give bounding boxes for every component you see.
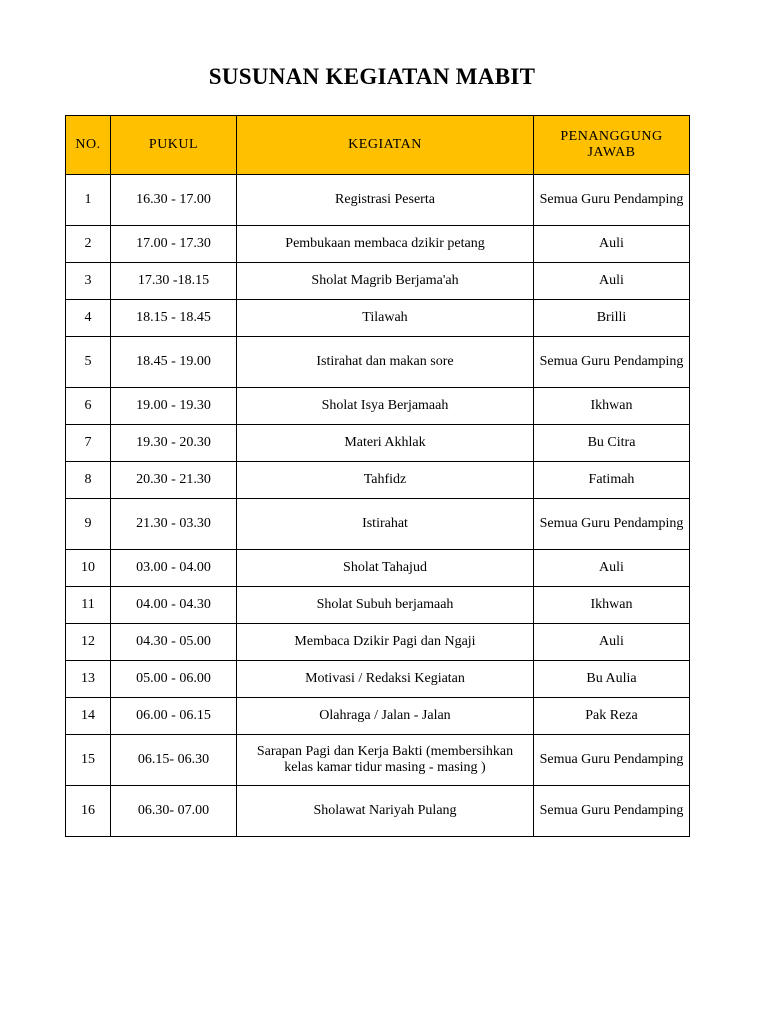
cell-no: 12 — [66, 624, 111, 661]
cell-pukul: 18.15 - 18.45 — [111, 300, 237, 337]
cell-penanggung-jawab: Semua Guru Pendamping — [534, 175, 690, 226]
cell-no: 9 — [66, 499, 111, 550]
header-kegiatan: KEGIATAN — [237, 116, 534, 175]
table-row — [66, 226, 690, 263]
cell-penanggung-jawab: Auli — [534, 226, 690, 263]
cell-no: 4 — [66, 300, 111, 337]
table-row — [66, 499, 690, 550]
cell-penanggung-jawab: Semua Guru Pendamping — [534, 337, 690, 388]
header-no: NO. — [66, 116, 111, 175]
cell-no: 7 — [66, 425, 111, 462]
cell-pukul: 18.45 - 19.00 — [111, 337, 237, 388]
cell-pukul: 17.00 - 17.30 — [111, 226, 237, 263]
cell-pukul: 19.30 - 20.30 — [111, 425, 237, 462]
cell-pukul: 05.00 - 06.00 — [111, 661, 237, 698]
header-pukul: PUKUL — [111, 116, 237, 175]
table-row — [66, 587, 690, 624]
cell-kegiatan: Sholat Isya Berjamaah — [237, 388, 534, 425]
cell-kegiatan: Membaca Dzikir Pagi dan Ngaji — [237, 624, 534, 661]
cell-no: 11 — [66, 587, 111, 624]
cell-pukul: 03.00 - 04.00 — [111, 550, 237, 587]
cell-penanggung-jawab: Ikhwan — [534, 587, 690, 624]
cell-penanggung-jawab: Brilli — [534, 300, 690, 337]
table-row — [66, 550, 690, 587]
cell-no: 2 — [66, 226, 111, 263]
cell-penanggung-jawab: Semua Guru Pendamping — [534, 735, 690, 786]
cell-kegiatan: Sholat Subuh berjamaah — [237, 587, 534, 624]
table-header-row — [66, 116, 690, 175]
cell-no: 13 — [66, 661, 111, 698]
cell-penanggung-jawab: Bu Citra — [534, 425, 690, 462]
cell-pukul: 06.15- 06.30 — [111, 735, 237, 786]
table-row — [66, 698, 690, 735]
cell-no: 15 — [66, 735, 111, 786]
cell-kegiatan: Sholat Magrib Berjama'ah — [237, 263, 534, 300]
cell-no: 8 — [66, 462, 111, 499]
cell-pukul: 04.00 - 04.30 — [111, 587, 237, 624]
cell-kegiatan: Pembukaan membaca dzikir petang — [237, 226, 534, 263]
cell-kegiatan: Materi Akhlak — [237, 425, 534, 462]
cell-no: 5 — [66, 337, 111, 388]
cell-no: 10 — [66, 550, 111, 587]
cell-kegiatan: Istirahat — [237, 499, 534, 550]
cell-kegiatan: Sholawat Nariyah Pulang — [237, 786, 534, 837]
cell-no: 6 — [66, 388, 111, 425]
cell-pukul: 19.00 - 19.30 — [111, 388, 237, 425]
cell-pukul: 21.30 - 03.30 — [111, 499, 237, 550]
cell-no: 16 — [66, 786, 111, 837]
cell-no: 14 — [66, 698, 111, 735]
cell-pukul: 06.00 - 06.15 — [111, 698, 237, 735]
cell-penanggung-jawab: Auli — [534, 550, 690, 587]
header-penanggung-jawab: PENANGGUNG JAWAB — [534, 116, 690, 175]
cell-penanggung-jawab: Semua Guru Pendamping — [534, 499, 690, 550]
cell-pukul: 06.30- 07.00 — [111, 786, 237, 837]
cell-no: 3 — [66, 263, 111, 300]
cell-pukul: 20.30 - 21.30 — [111, 462, 237, 499]
table-row — [66, 661, 690, 698]
cell-penanggung-jawab: Bu Aulia — [534, 661, 690, 698]
cell-kegiatan: Tahfidz — [237, 462, 534, 499]
table-row — [66, 263, 690, 300]
cell-pukul: 16.30 - 17.00 — [111, 175, 237, 226]
cell-kegiatan: Motivasi / Redaksi Kegiatan — [237, 661, 534, 698]
table-body — [66, 175, 690, 837]
table-row — [66, 175, 690, 226]
table-row — [66, 425, 690, 462]
table-row — [66, 300, 690, 337]
table-row — [66, 624, 690, 661]
cell-kegiatan: Olahraga / Jalan - Jalan — [237, 698, 534, 735]
cell-penanggung-jawab: Semua Guru Pendamping — [534, 786, 690, 837]
cell-penanggung-jawab: Ikhwan — [534, 388, 690, 425]
cell-pukul: 17.30 -18.15 — [111, 263, 237, 300]
cell-kegiatan: Registrasi Peserta — [237, 175, 534, 226]
cell-pukul: 04.30 - 05.00 — [111, 624, 237, 661]
cell-kegiatan: Tilawah — [237, 300, 534, 337]
page-title: SUSUNAN KEGIATAN MABIT — [208, 64, 536, 89]
cell-kegiatan: Istirahat dan makan sore — [237, 337, 534, 388]
cell-kegiatan: Sholat Tahajud — [237, 550, 534, 587]
table-row — [66, 337, 690, 388]
table-row — [66, 388, 690, 425]
table-row — [66, 735, 690, 786]
cell-kegiatan: Sarapan Pagi dan Kerja Bakti (membersihkan kelas kamar tidur masing - masing ) — [237, 735, 534, 786]
table-row — [66, 462, 690, 499]
cell-penanggung-jawab: Pak Reza — [534, 698, 690, 735]
cell-penanggung-jawab: Auli — [534, 263, 690, 300]
cell-no: 1 — [66, 175, 111, 226]
cell-penanggung-jawab: Auli — [534, 624, 690, 661]
cell-penanggung-jawab: Fatimah — [534, 462, 690, 499]
table-row — [66, 786, 690, 837]
schedule-table — [65, 115, 690, 837]
